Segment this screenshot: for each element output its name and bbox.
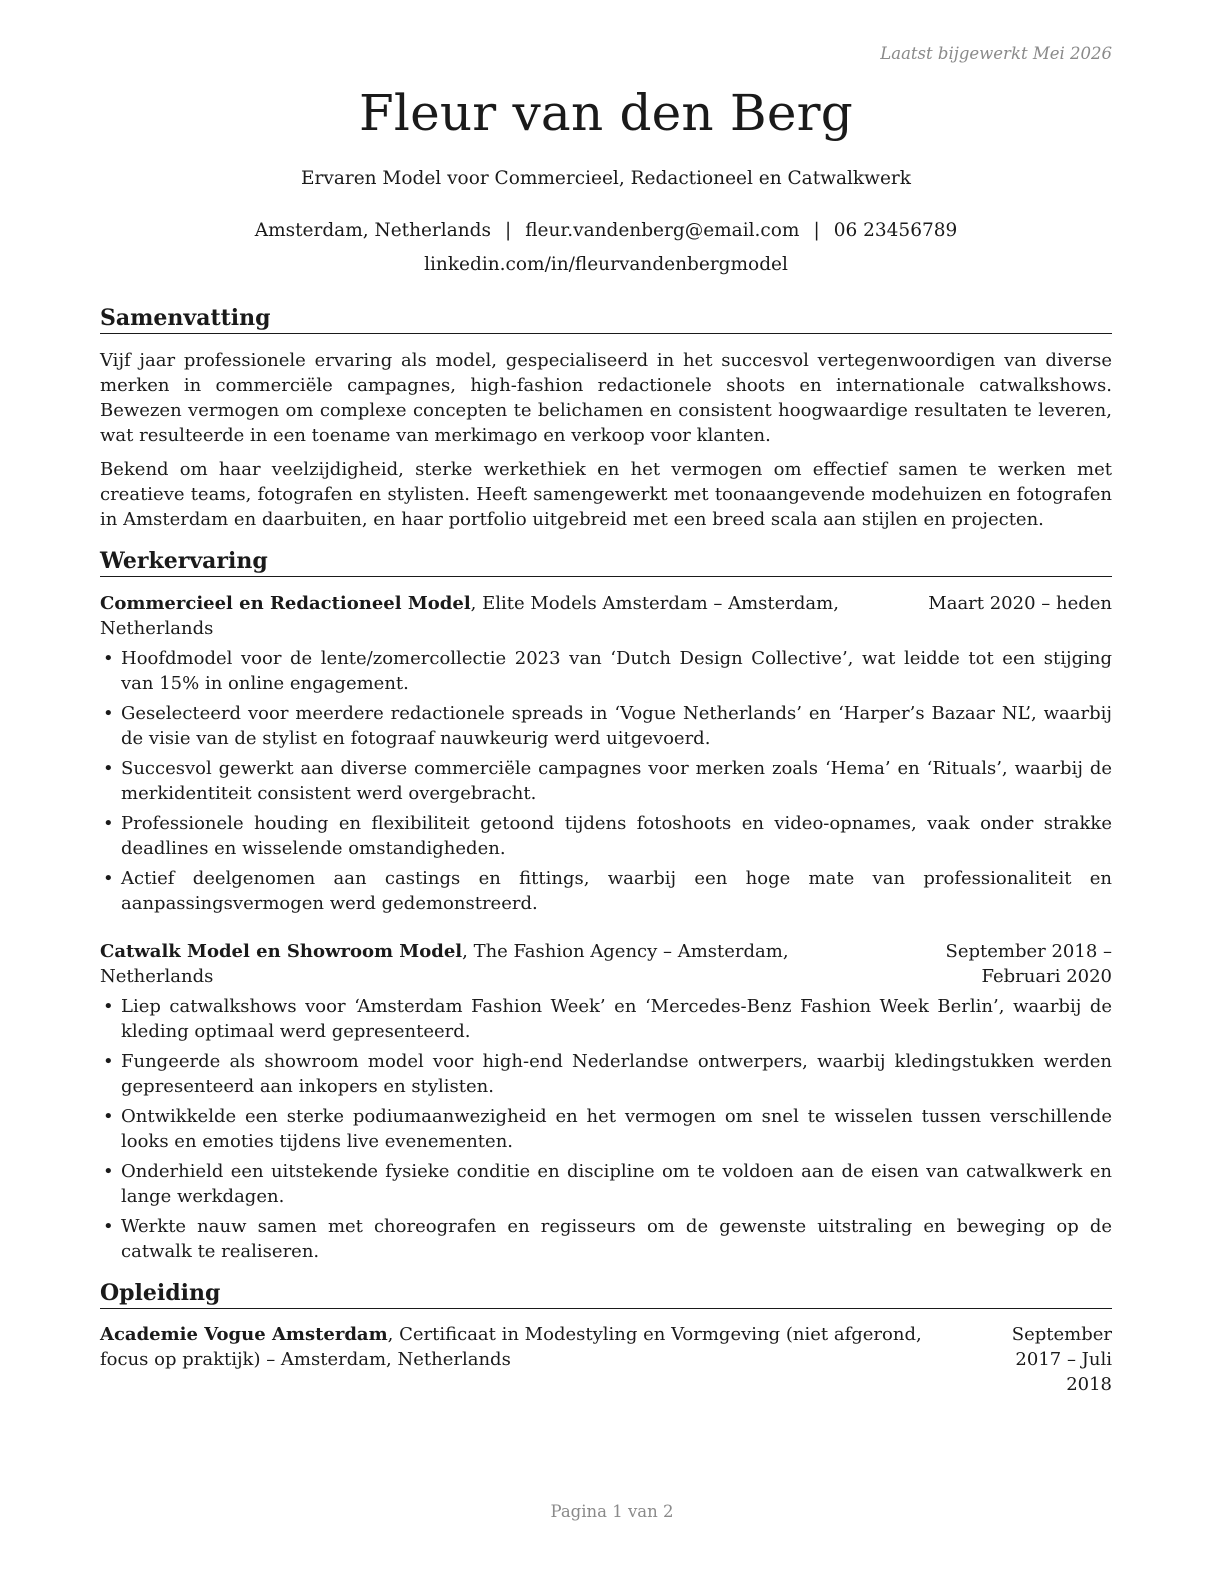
- job-header: [100, 591, 1112, 641]
- bullet-icon: •: [103, 868, 114, 889]
- education-entry: [100, 1322, 1112, 1395]
- list-item: • Actief deelgenomen aan castings en fittings, waarbij een hoge mate van professionaliteit en aanpassingsvermogen werd gedemonstreerd.: [103, 868, 1112, 914]
- list-item: • Liep catwalkshows voor ‘Amsterdam Fashion Week’ en ‘Mercedes-Benz Fashion Week Berlin’, waarbij de kleding optimaal werd gepresenteerd.: [103, 996, 1112, 1042]
- email-link[interactable]: fleur.vandenberg@email.com: [525, 220, 800, 241]
- job-employer: , The Fashion Agency – Amsterdam, Netherlands: [100, 941, 789, 987]
- summary-paragraph: Bekend om haar veelzijdigheid, sterke werkethiek en het vermogen om effectief samen te werken met creatieve teams, fotografen en stylisten. Heeft samengewerkt met toonaangevende modehuizen en fotografen in Amsterdam en daarbuiten, en haar portfolio uitgebreid met een breed scala aan stijlen en projecten.: [100, 459, 1112, 530]
- education-detail: , Certificaat in Modestyling en Vormgeving (niet afgerond, focus op praktijk) – Amsterdam, Netherlands: [100, 1324, 922, 1370]
- bullet-icon: •: [103, 703, 114, 724]
- tagline: Ervaren Model voor Commercieel, Redactioneel en Catwalkwerk: [301, 168, 911, 189]
- bullet-icon: •: [103, 1161, 114, 1182]
- bullet-icon: •: [103, 996, 114, 1017]
- list-item: • Fungeerde als showroom model voor high-end Nederlandse ontwerpers, waarbij kledingstukken werden gepresenteerd aan inkopers en stylisten.: [103, 1051, 1112, 1097]
- bullet-icon: •: [103, 1216, 114, 1237]
- section-title-education: Opleiding: [100, 1280, 1112, 1309]
- linkedin-link[interactable]: linkedin.com/in/fleurvandenbergmodel: [424, 254, 788, 275]
- list-item: • Geselecteerd voor meerdere redactionele spreads in ‘Vogue Netherlands’ en ‘Harper’s Bazaar NL’, waarbij de visie van de stylist en fotograaf nauwkeurig werd uitgevoerd.: [103, 703, 1112, 749]
- school-name: Academie Vogue Amsterdam: [100, 1324, 388, 1345]
- section-title-summary: Samenvatting: [100, 305, 1112, 334]
- summary-paragraph: Vijf jaar professionele ervaring als model, gespecialiseerd in het succesvol vertegenwoordigen van diverse merken in commerciële campagnes, high-fashion redactionele shoots en internationale catwalkshows. Bewezen vermogen om complexe concepten te belichamen en consistent hoogwaardige resultaten te leveren, wat resulteerde in een toename van merkimago en verkoop voor klanten.: [100, 350, 1112, 446]
- location: Amsterdam, Netherlands: [254, 220, 491, 241]
- education-dates: September 2017 – Juli 2018: [1011, 1324, 1112, 1395]
- bullet-icon: •: [103, 813, 114, 834]
- list-item: • Werkte nauw samen met choreografen en regisseurs om de gewenste uitstraling en beweging op de catwalk te realiseren.: [103, 1216, 1112, 1262]
- job-bullets: [100, 646, 1112, 921]
- job-employer: , Elite Models Amsterdam – Amsterdam, Netherlands: [100, 593, 839, 639]
- bullet-icon: •: [103, 648, 114, 669]
- bullet-icon: •: [103, 1106, 114, 1127]
- contact-line: [100, 220, 1112, 241]
- list-item: • Ontwikkelde een sterke podiumaanwezigheid en het vermogen om snel te wisselen tussen verschillende looks en emoties tijdens live evenementen.: [103, 1106, 1112, 1152]
- section-title-experience: Werkervaring: [100, 548, 1112, 577]
- phone: 06 23456789: [833, 220, 958, 241]
- job-header: [100, 939, 1112, 989]
- job-role: Catwalk Model en Showroom Model: [100, 941, 463, 962]
- list-item: • Professionele houding en flexibiliteit getoond tijdens fotoshoots en video-opnames, vaak onder strakke deadlines en wisselende omstandigheden.: [103, 813, 1112, 859]
- bullet-icon: •: [103, 758, 114, 779]
- job-role: Commercieel en Redactioneel Model: [100, 593, 471, 614]
- candidate-name: Fleur van den Berg: [359, 84, 853, 142]
- job-dates: Maart 2020 – heden: [928, 593, 1112, 614]
- job-bullets: [100, 994, 1112, 1269]
- list-item: • Hoofdmodel voor de lente/zomercollectie 2023 van ‘Dutch Design Collective’, wat leidde tot een stijging van 15% in online engagement.: [103, 648, 1112, 694]
- job-dates: September 2018 – Februari 2020: [945, 941, 1112, 987]
- separator: |: [813, 220, 820, 241]
- last-updated: Laatst bijgewerkt Mei 2026: [880, 44, 1112, 63]
- bullet-icon: •: [103, 1051, 114, 1072]
- list-item: • Onderhield een uitstekende fysieke conditie en discipline om te voldoen aan de eisen van catwalkwerk en lange werkdagen.: [103, 1161, 1112, 1207]
- list-item: • Succesvol gewerkt aan diverse commerciële campagnes voor merken zoals ‘Hema’ en ‘Rituals’, waarbij de merkidentiteit consistent werd overgebracht.: [103, 758, 1112, 804]
- page-number: Pagina 1 van 2: [550, 1502, 674, 1521]
- separator: |: [504, 220, 512, 241]
